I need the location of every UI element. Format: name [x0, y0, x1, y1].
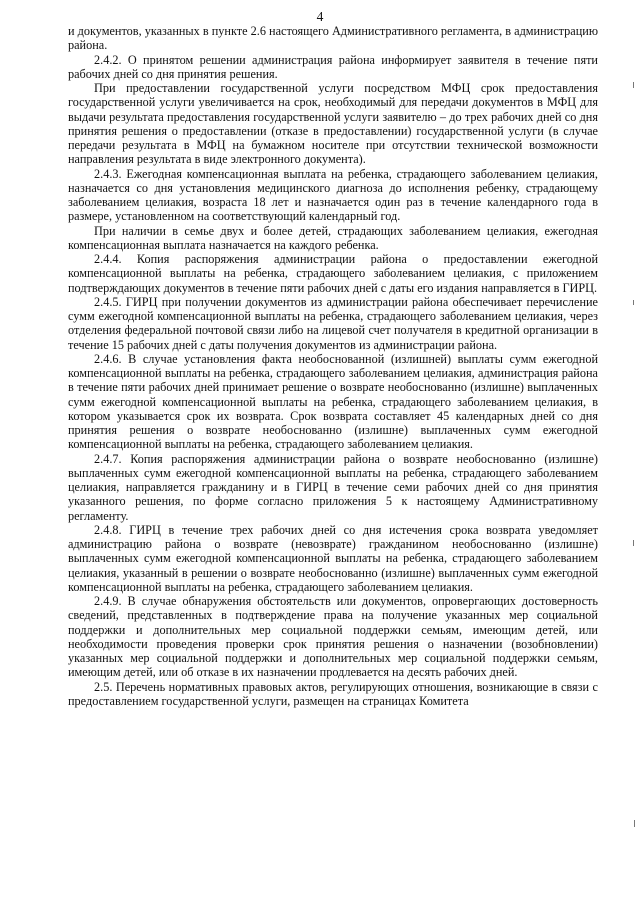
paragraph-multiple-children: При наличии в семье двух и более детей, страдающих заболеванием целиакия, ежегодная компенсационная выплата назначается на каждого ребенка. [68, 223, 598, 252]
scan-edge-mark [633, 300, 634, 305]
paragraph-mfc-term: При предоставлении государственной услуги посредством МФЦ срок предоставления государственной услуги увеличивается на срок, необходимый для передачи документов в МФЦ для выдачи результата предоставления государственной услуги заявителю – до трех рабочих дней со дня принятия решения о предоставлении (отказе в предоставлении) государственной услуги (в случае передачи результата в МФЦ на бумажном носителе при отсутствии технической возможности направления результата в виде электронного документа). [68, 81, 598, 167]
paragraph-2-4-3: 2.4.3. Ежегодная компенсационная выплата на ребенка, страдающего заболеванием целиакия, назначается со дня установления медицинского диагноза до исполнения ребенку, страдающему заболеванием целиакия, возраста 18 лет и назначается один раз в течение календарного года в размере, установленном на соответствующий календарный год. [68, 166, 598, 224]
paragraph-2-4-4: 2.4.4. Копия распоряжения администрации района о предоставлении ежегодной компенсационной выплаты на ребенка, страдающего заболеванием целиакия, с приложением подтверждающих документов в течение пяти рабочих дней с даты его издания направляется в ГИРЦ. [68, 252, 598, 295]
document-body [68, 24, 598, 708]
paragraph-2-4-6: 2.4.6. В случае установления факта необоснованной (излишней) выплаты сумм ежегодной компенсационной выплаты на ребенка, страдающего заболеванием целиакия, администрация района в течение пяти рабочих дней принимает решение о возврате необоснованно (излишне) выплаченных сумм ежегодной компенсационной выплаты на ребенка, страдающего заболеванием целиакия, в котором указывается срок их возврата. Срок возврата составляет 45 календарных дней со дня принятия решения о возврате необоснованно (излишне) выплаченных сумм ежегодной компенсационной выплаты на ребенка, страдающего заболеванием целиакия. [68, 351, 598, 452]
scan-edge-mark [634, 820, 635, 827]
paragraph-2-4-8: 2.4.8. ГИРЦ в течение трех рабочих дней со дня истечения срока возврата уведомляет администрацию района о возврате (невозврате) гражданином необоснованно (излишне) выплаченных сумм ежегодной компенсационной выплаты на ребенка, страдающего заболеванием целиакия, указанный в решении о возврате необоснованно (излишне) выплаченных сумм ежегодной компенсационной выплаты на ребенка, страдающего заболеванием целиакия. [68, 522, 598, 594]
paragraph-2-4-5: 2.4.5. ГИРЦ при получении документов из администрации района обеспечивает перечисление сумм ежегодной компенсационной выплаты на ребенка, страдающего заболеванием целиакия, через отделения федеральной почтовой связи либо на лицевой счет получателя в кредитной организации в течение 15 рабочих дней с даты получения документов из администрации района. [68, 294, 598, 352]
paragraph-continuation: и документов, указанных в пункте 2.6 настоящего Административного регламента, в администрацию района. [68, 24, 598, 53]
paragraph-2-4-9: 2.4.9. В случае обнаружения обстоятельств или документов, опровергающих достоверность сведений, представленных в подтверждение права на получение указанных мер социальной поддержки и дополнительных мер социальной поддержки семьям, имеющим детей, или необходимости проведения проверки срок принятия решения о назначении (возобновлении) указанных мер социальной поддержки и дополнительных мер социальной поддержки семьям, имеющим детей, или об отказе в их назначении продлевается на десять рабочих дней. [68, 594, 598, 680]
paragraph-2-4-7: 2.4.7. Копия распоряжения администрации района о возврате необоснованно (излишне) выплаченных сумм ежегодной компенсационной выплаты на ребенка, страдающего заболеванием целиакия, направляется гражданину и в ГИРЦ в течение семи рабочих дней со дня принятия указанного решения, по форме согласно приложения 5 к настоящему Административному регламенту. [68, 451, 598, 523]
scan-edge-mark [633, 82, 634, 88]
scan-edge-mark [633, 540, 634, 546]
paragraph-2-5: 2.5. Перечень нормативных правовых актов, регулирующих отношения, возникающие в связи с предоставлением государственной услуги, размещен на страницах Комитета [68, 679, 598, 708]
page-number: 4 [316, 9, 324, 24]
paragraph-2-4-2: 2.4.2. О принятом решении администрация района информирует заявителя в течение пяти рабочих дней со дня принятия решения. [68, 52, 598, 81]
